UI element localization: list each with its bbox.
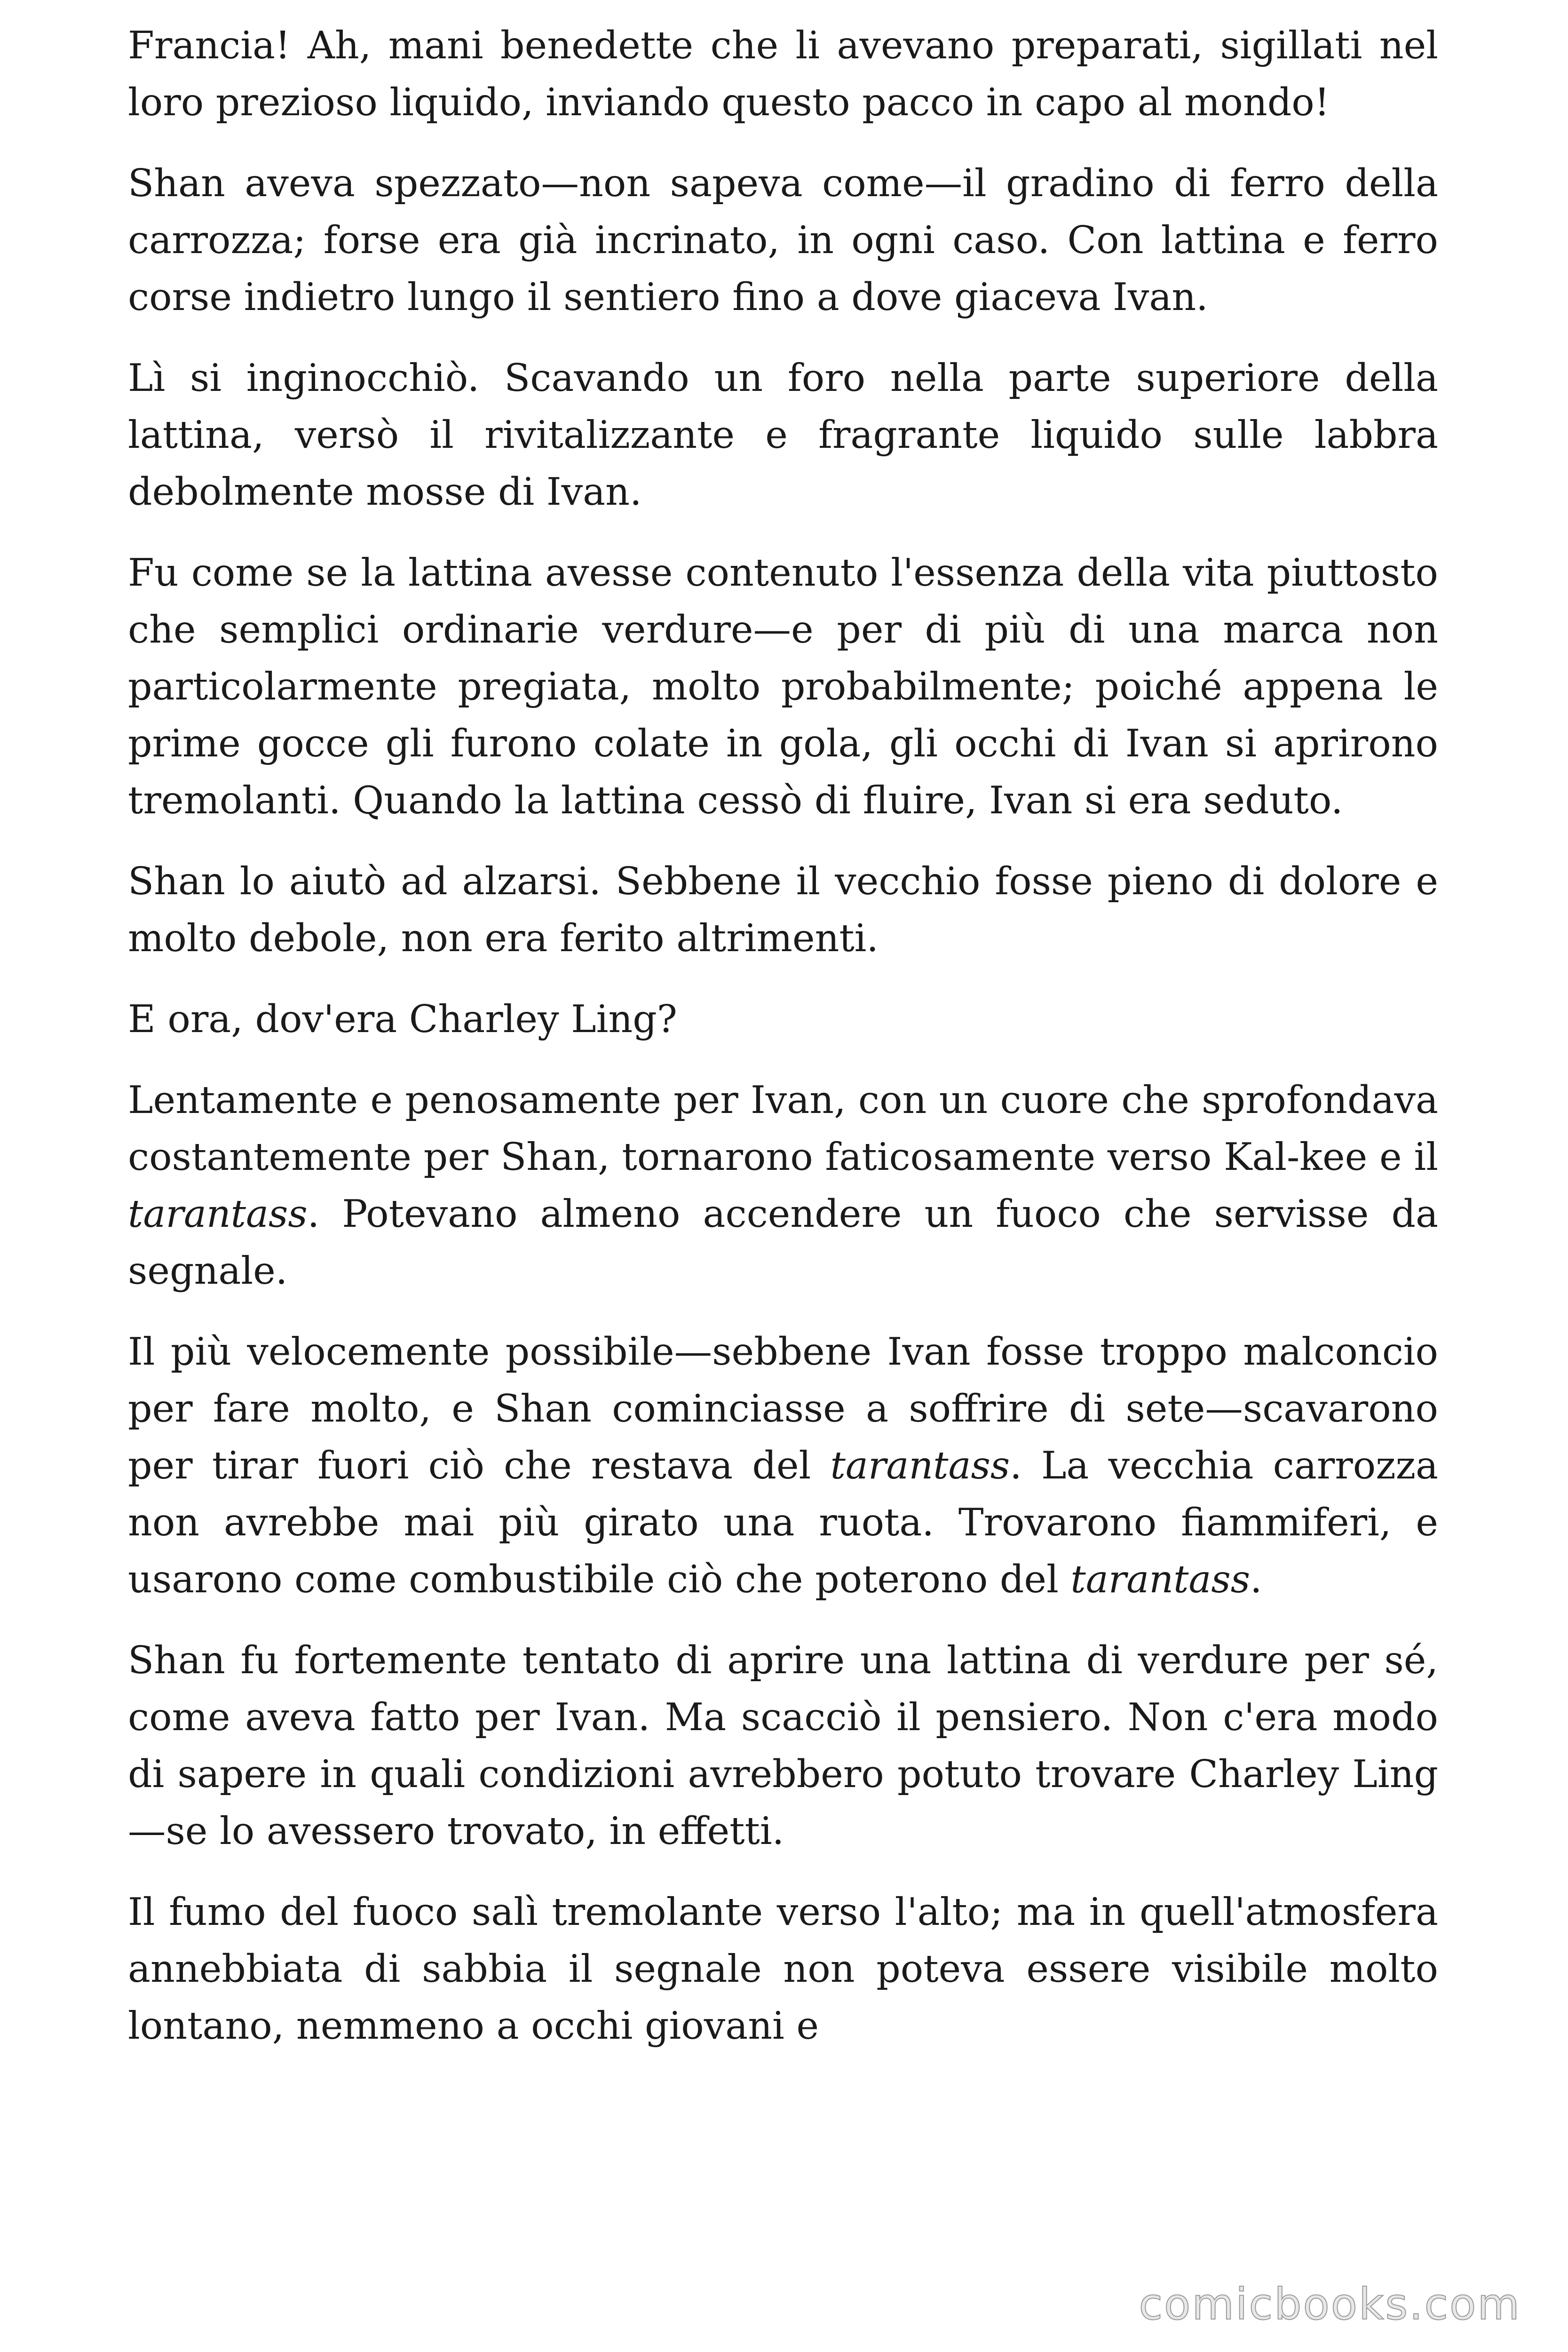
paragraph <box>128 853 1438 967</box>
paragraph <box>128 1632 1438 1859</box>
paragraph <box>128 1323 1438 1608</box>
text-run: Shan lo aiutò ad alzarsi. Sebbene il vecchio fosse pieno di dolore e molto debole, non era ferito altrimenti. <box>128 859 1438 960</box>
paragraph <box>128 155 1438 326</box>
text-run: E ora, dov'era Charley Ling? <box>128 997 677 1041</box>
paragraph <box>128 1883 1438 2054</box>
italic-text: tarantass <box>830 1443 1010 1487</box>
text-run: . Potevano almeno accendere un fuoco che servisse da segnale. <box>128 1192 1438 1293</box>
text-run: Shan fu fortemente tentato di aprire una lattina di verdure per sé, come aveva fatto per Ivan. Ma scacciò il pensiero. Non c'era modo di sapere in quali condizioni avrebbero potuto trovare Charley Ling—se lo avessero trovato, in effetti. <box>128 1638 1438 1853</box>
text-run: . La vecchia carrozza non avrebbe mai più girato una ruota. Trovarono fiammiferi, e usarono come combustibile ciò che poterono del <box>128 1443 1439 1601</box>
text-run: Fu come se la lattina avesse contenuto l'essenza della vita piuttosto che semplici ordinarie verdure—e per di più di una marca non particolarmente pregiata, molto probabilmente; poiché appena le prime gocce gli furono colate in gola, gli occhi di Ivan si aprirono tremolanti. Quando la lattina cessò di fluire, Ivan si era seduto. <box>128 550 1438 822</box>
paragraph <box>128 991 1438 1048</box>
text-run: Il più velocemente possibile—sebbene Ivan fosse troppo malconcio per fare molto, e Shan cominciasse a soffrire di sete—scavarono per tirar fuori ciò che restava del <box>128 1329 1438 1487</box>
paragraph <box>128 544 1438 829</box>
text-run: Il fumo del fuoco salì tremolante verso l'alto; ma in quell'atmosfera annebbiata di sabbia il segnale non poteva essere visibile molto lontano, nemmeno a occhi giovani e <box>128 1890 1438 2048</box>
paragraph <box>128 350 1438 520</box>
text-run: Lì si inginocchiò. Scavando un foro nella parte superiore della lattina, versò il rivitalizzante e fragrante liquido sulle labbra debolmente mosse di Ivan. <box>128 356 1438 514</box>
italic-text: tarantass <box>128 1192 308 1236</box>
page-body-text <box>128 17 1438 2054</box>
paragraph <box>128 17 1438 131</box>
text-run: Shan aveva spezzato—non sapeva come—il gradino di ferro della carrozza; forse era già incrinato, in ogni caso. Con lattina e ferro corse indietro lungo il sentiero fino a dove giaceva Ivan. <box>128 161 1438 319</box>
paragraph <box>128 1072 1438 1299</box>
text-run: Francia! Ah, mani benedette che li avevano preparati, sigillati nel loro prezioso liquido, inviando questo pacco in capo al mondo! <box>128 23 1438 124</box>
italic-text: tarantass <box>1070 1557 1251 1601</box>
text-run: Lentamente e penosamente per Ivan, con un cuore che sprofondava costantemente per Shan, tornarono faticosamente verso Kal-kee e il <box>128 1078 1438 1179</box>
watermark-text: comicbooks.com <box>1139 2279 1521 2329</box>
text-run: . <box>1250 1557 1262 1601</box>
